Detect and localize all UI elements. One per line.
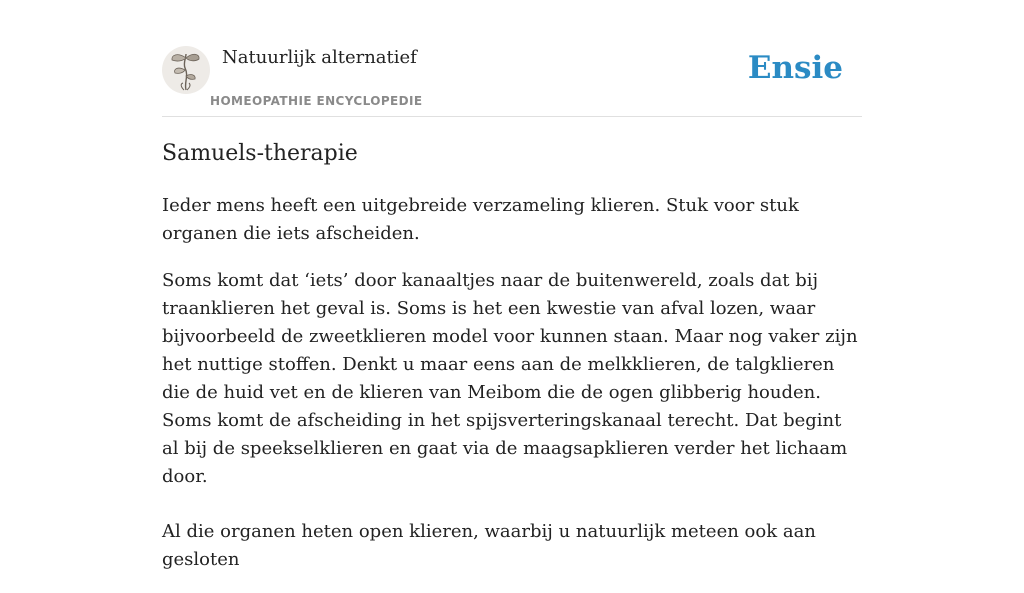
site-name-link[interactable]: Natuurlijk alternatief: [222, 47, 417, 68]
site-subtitle: HOMEOPATHIE ENCYCLOPEDIE: [210, 94, 423, 108]
article-title: Samuels-therapie: [162, 141, 358, 166]
page-container: [162, 0, 862, 570]
seedling-logo-icon[interactable]: [162, 46, 210, 94]
ensie-brand-logo[interactable]: Ensie: [747, 50, 843, 86]
article-paragraph: Al die organen heten open klieren, waarbij u natuurlijk meteen ook aan gesloten: [162, 521, 816, 570]
article-paragraph: Soms komt dat ‘iets’ door kanaaltjes naar de buitenwereld, zoals dat bij traanklieren het geval is. Soms is het een kwestie van afval lozen, waar bijvoorbeeld de zweetklieren model voor kunnen staan. Maar nog vaker zijn het nuttige stoffen. Denkt u maar eens aan de melkklieren, de talgklieren die de huid vet en de klieren van Meibom die de ogen glibberig houden. Soms komt de afscheiding in het spijsverteringskanaal terecht. Dat begint al bij de speekselklieren en gaat via de maagsapklieren verder het lichaam door.: [162, 270, 858, 487]
article-paragraph: Ieder mens heeft een uitgebreide verzameling klieren. Stuk voor stuk organen die iets afscheiden.: [162, 195, 799, 244]
site-header: [162, 0, 862, 117]
article-body: [162, 192, 862, 593]
